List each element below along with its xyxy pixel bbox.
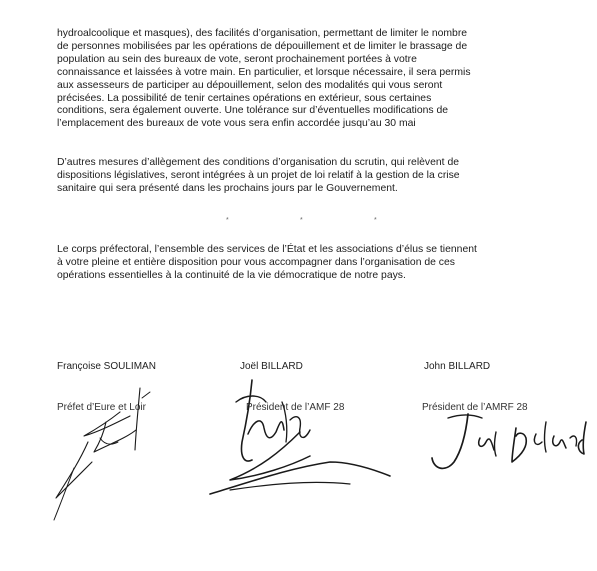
signatory-name-prefet: Françoise SOULIMAN bbox=[57, 361, 156, 372]
handwritten-signature-amf bbox=[190, 372, 410, 512]
body-paragraph-3: Le corps préfectoral, l’ensemble des services de l’État et les associations d’élus se tiennent à votre pleine et entière disposition pour vous accompagner dans l’organisation de ces opérations essentielles à la continuité de la vie démocratique de notre pays. bbox=[57, 244, 477, 281]
separator-star-left: * bbox=[226, 217, 229, 224]
separator-star-right: * bbox=[374, 217, 377, 224]
body-paragraph-2: D’autres mesures d’allègement des conditions d’organisation du scrutin, qui relèvent de dispositions législatives, seront intégrées à un projet de loi relatif à la gestion de la crise sanitaire qui sera présenté dans les prochains jours par le Gouvernement. bbox=[57, 157, 460, 194]
body-paragraph-1: hydroalcoolique et masques), des facilités d’organisation, permettant de limiter le nombre de personnes mobilisées par les opérations de dépouillement et de limiter le brassage de population au sein des bureaux de vote, seront prochainement portées à votre connaissance et laissées à votre main. En particulier, et lorsque nécessaire, il sera permis aux assesseurs de participer au dépouillement, selon des modalités qui vous seront précisées. La possibilité de tenir certaines opérations en extérieur, sous certaines conditions, sera également ouverte. Une tolérance sur d’éventuelles modifications de l’emplacement des bureaux de vote vous sera enfin accordée jusqu’au 30 mai bbox=[57, 28, 471, 130]
signatory-name-amf: Joël BILLARD bbox=[240, 361, 303, 372]
signatory-name-amrf: John BILLARD bbox=[424, 361, 491, 372]
handwritten-signature-prefet bbox=[40, 380, 200, 530]
signatory-title-amf: Président de l’AMF 28 bbox=[246, 402, 345, 413]
separator-star-center: * bbox=[300, 217, 303, 224]
signatory-title-prefet: Préfet d’Eure et Loir bbox=[57, 402, 146, 413]
signatory-title-amrf: Président de l’AMRF 28 bbox=[422, 402, 528, 413]
handwritten-signature-amrf bbox=[420, 408, 597, 488]
